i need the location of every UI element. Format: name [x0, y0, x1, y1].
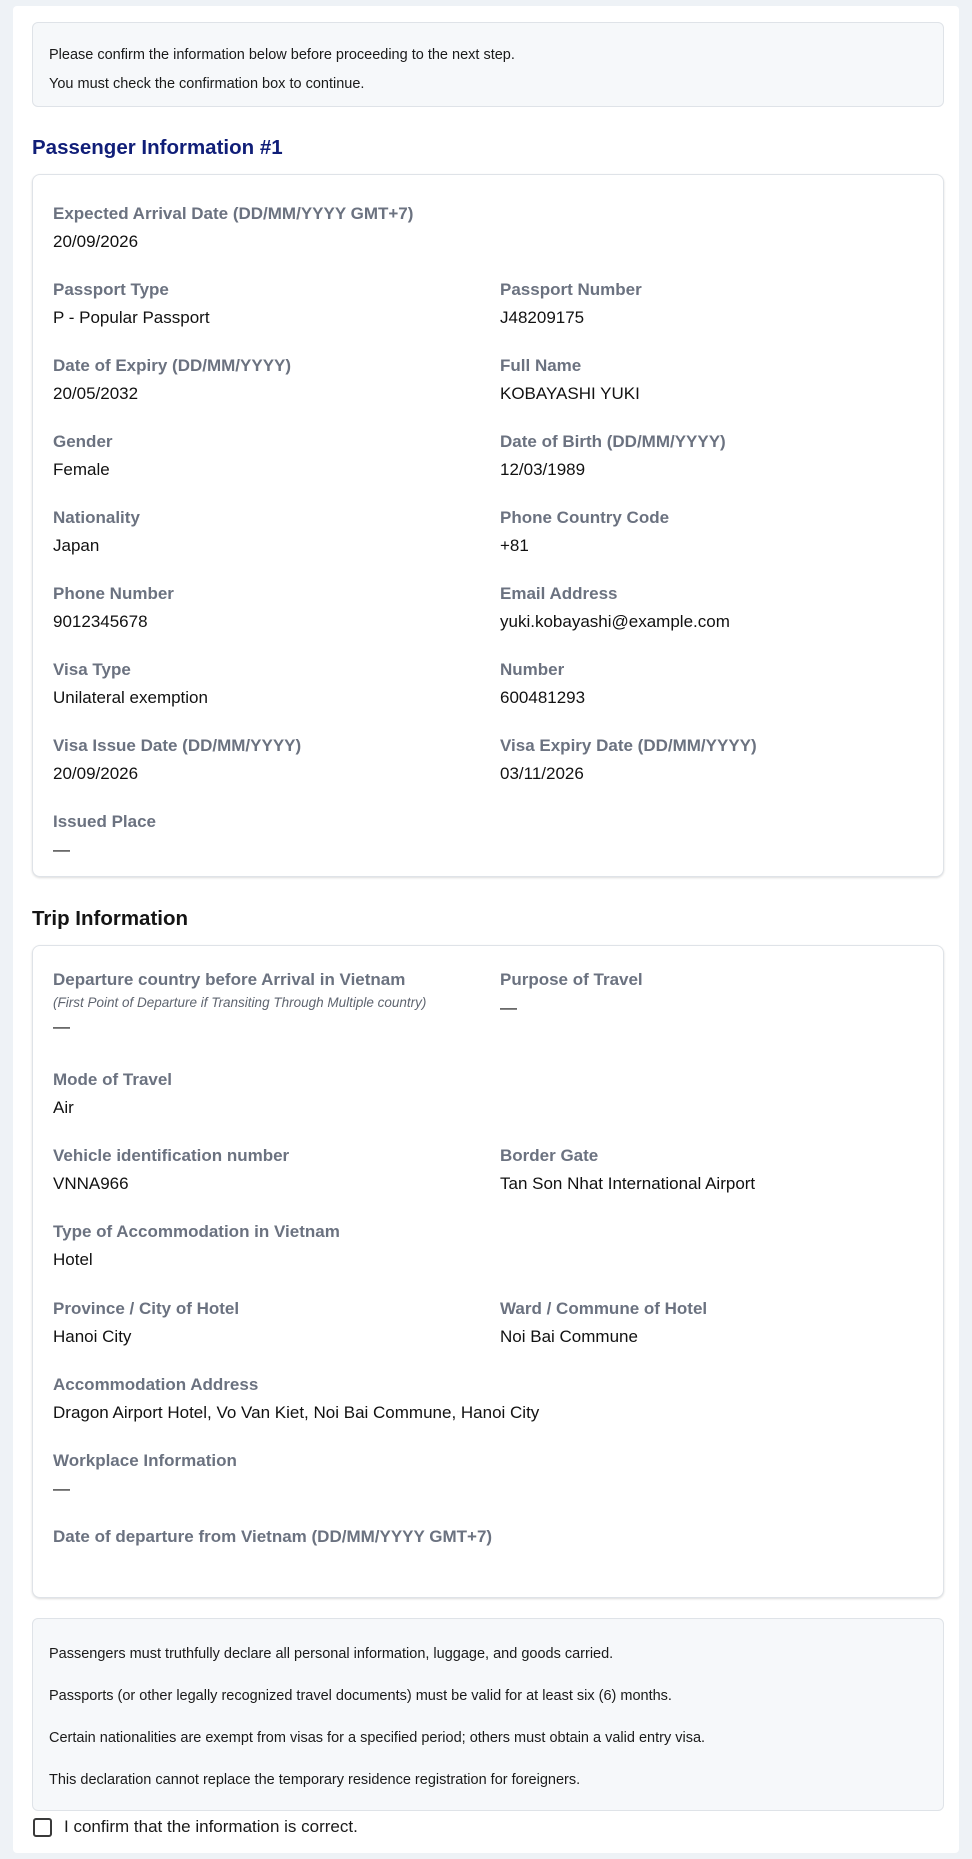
- passport-type-field: [53, 279, 493, 329]
- field-label: Date of Expiry (DD/MM/YYYY): [53, 356, 292, 375]
- departure-date-field: [53, 1526, 913, 1554]
- field-label: Passport Number: [500, 280, 642, 299]
- trip-section-title: Trip Information: [32, 907, 189, 930]
- field-label: Expected Arrival Date (DD/MM/YYYY GMT+7): [53, 204, 414, 223]
- field-label: Visa Type: [53, 660, 131, 679]
- field-label: Ward / Commune of Hotel: [500, 1299, 708, 1318]
- field-value: —: [53, 840, 70, 859]
- field-value: +81: [500, 536, 529, 555]
- trip-info-card: [32, 945, 944, 1598]
- field-label: Vehicle identification number: [53, 1146, 290, 1165]
- field-label: Phone Number: [53, 584, 174, 603]
- field-label: Date of departure from Vietnam (DD/MM/YYYY GMT+7): [53, 1527, 493, 1546]
- field-value: 03/11/2026: [500, 764, 584, 783]
- field-label: Passport Type: [53, 280, 169, 299]
- notice-line-2: Passports (or other legally recognized travel documents) must be valid for at least six (6) months.: [49, 1688, 672, 1704]
- field-hint: (First Point of Departure if Transiting Through Multiple country): [53, 995, 427, 1010]
- border-gate-field: [500, 1145, 940, 1195]
- field-value: Noi Bai Commune: [500, 1327, 638, 1346]
- date-of-expiry-field: [53, 355, 493, 405]
- field-value: VNNA966: [53, 1174, 129, 1193]
- field-value: KOBAYASHI YUKI: [500, 384, 640, 403]
- field-label: Issued Place: [53, 812, 157, 831]
- confirm-label[interactable]: I confirm that the information is correct.: [64, 1817, 358, 1836]
- field-label: Phone Country Code: [500, 508, 670, 527]
- visa-expiry-date-field: [500, 735, 940, 785]
- field-value: Japan: [53, 536, 100, 555]
- field-label: Gender: [53, 432, 113, 451]
- issued-place-field: [53, 811, 493, 861]
- field-value: 20/05/2032: [53, 384, 139, 403]
- gender-field: [53, 431, 493, 481]
- field-value: Hotel: [53, 1250, 93, 1269]
- departure-country-field: [53, 969, 493, 1038]
- passenger-section-title: Passenger Information #1: [32, 136, 283, 159]
- field-value: yuki.kobayashi@example.com: [500, 612, 730, 631]
- vehicle-id-field: [53, 1145, 493, 1195]
- purpose-of-travel-field: [500, 969, 940, 1019]
- field-label: Workplace Information: [53, 1451, 237, 1470]
- nationality-field: [53, 507, 493, 557]
- top-notice-line-2: You must check the confirmation box to continue.: [49, 76, 365, 92]
- field-value: J48209175: [500, 308, 585, 327]
- field-label: Mode of Travel: [53, 1070, 173, 1089]
- field-label: Border Gate: [500, 1146, 599, 1165]
- field-value: 20/09/2026: [53, 232, 139, 251]
- field-value: —: [500, 998, 517, 1017]
- confirm-checkbox-row[interactable]: [32, 1815, 358, 1839]
- accommodation-type-field: [53, 1221, 493, 1271]
- declaration-notice: [32, 1618, 944, 1811]
- notice-line-3: Certain nationalities are exempt from visas for a specified period; others must obtain a valid entry visa.: [49, 1730, 706, 1746]
- field-label: Visa Expiry Date (DD/MM/YYYY): [500, 736, 757, 755]
- declaration-review-page: [13, 6, 959, 1853]
- field-label: Accommodation Address: [53, 1375, 259, 1394]
- mode-of-travel-field: [53, 1069, 493, 1119]
- field-value: —: [53, 1017, 70, 1036]
- field-label: Date of Birth (DD/MM/YYYY): [500, 432, 726, 451]
- expected-arrival-field: [53, 203, 493, 253]
- phone-country-code-field: [500, 507, 940, 557]
- field-value: Tan Son Nhat International Airport: [500, 1174, 756, 1193]
- phone-number-field: [53, 583, 493, 633]
- workplace-field: [53, 1450, 493, 1500]
- notice-line-1: Passengers must truthfully declare all personal information, luggage, and goods carried.: [49, 1646, 614, 1662]
- ward-commune-field: [500, 1298, 940, 1348]
- field-label: Email Address: [500, 584, 618, 603]
- field-label: Type of Accommodation in Vietnam: [53, 1222, 340, 1241]
- top-notice-line-1: Please confirm the information below before proceeding to the next step.: [49, 47, 515, 63]
- field-label: Full Name: [500, 356, 582, 375]
- field-value: —: [53, 1479, 70, 1498]
- field-value: 12/03/1989: [500, 460, 586, 479]
- field-label: Visa Issue Date (DD/MM/YYYY): [53, 736, 302, 755]
- top-notice: [32, 22, 944, 107]
- field-value: Air: [53, 1098, 74, 1117]
- field-label: Purpose of Travel: [500, 970, 643, 989]
- field-value: 20/09/2026: [53, 764, 139, 783]
- accommodation-address-field: [53, 1374, 913, 1424]
- province-city-field: [53, 1298, 493, 1348]
- date-of-birth-field: [500, 431, 940, 481]
- field-value: Female: [53, 460, 110, 479]
- field-value: Unilateral exemption: [53, 688, 208, 707]
- field-value: Hanoi City: [53, 1327, 132, 1346]
- passport-number-field: [500, 279, 940, 329]
- field-value: 600481293: [500, 688, 586, 707]
- field-value: P - Popular Passport: [53, 308, 210, 327]
- visa-issue-date-field: [53, 735, 493, 785]
- field-value: 9012345678: [53, 612, 148, 631]
- field-value: Dragon Airport Hotel, Vo Van Kiet, Noi Bai Commune, Hanoi City: [53, 1403, 540, 1422]
- visa-number-field: [500, 659, 940, 709]
- field-label: Number: [500, 660, 565, 679]
- full-name-field: [500, 355, 940, 405]
- field-label: Nationality: [53, 508, 140, 527]
- confirm-checkbox[interactable]: [33, 1818, 52, 1837]
- notice-line-4: This declaration cannot replace the temporary residence registration for foreigners.: [49, 1772, 581, 1788]
- passenger-info-card: [32, 174, 944, 877]
- field-label: Departure country before Arrival in Vietnam: [53, 970, 406, 989]
- field-label: Province / City of Hotel: [53, 1299, 240, 1318]
- email-address-field: [500, 583, 940, 633]
- visa-type-field: [53, 659, 493, 709]
